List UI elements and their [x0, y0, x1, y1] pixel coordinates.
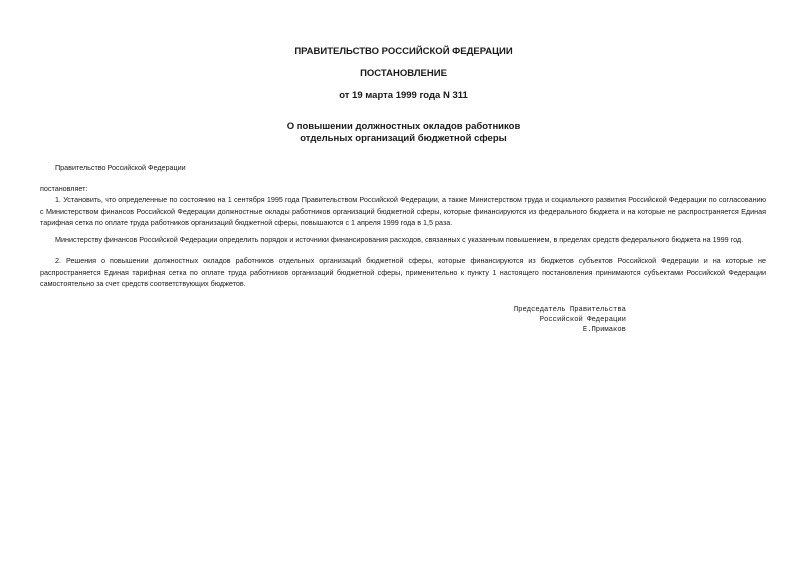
document-type: ПОСТАНОВЛЕНИЕ: [360, 68, 447, 79]
paragraph-ministry: Министерству финансов Российской Федерации определить порядок и источники финансирования расходов, связанных с указанным повышением, в пределах средств федерального бюджета на 1999 год.: [55, 235, 744, 244]
decree-word: постановляет:: [40, 184, 88, 193]
document-subject-line-1: О повышении должностных окладов работников: [286, 121, 521, 132]
signature-title: Председатель Правительства: [513, 306, 626, 314]
document-date-number: от 19 марта 1999 года N 311: [339, 90, 468, 101]
paragraph-1: 1. Установить, что определенные по состоянию на 1 сентября 1995 года Правительством Российской Федерации, а также Министерством труда и социального развития Российской Федерации по согласованию с Министерством финансов Российской Федерации должностные оклады работников организаций бюджетной сферы, которые финансируются из федерального бюджета и на которые не распространяется Единая тарифная сетка по оплате труда работников организаций бюджетной сферы, повышаются с 1 апреля 1999 года в 1,5 раза.: [40, 195, 766, 227]
signature-name: Е.Примаков: [582, 326, 626, 334]
paragraph-2: 2. Решения о повышении должностных окладов работников отдельных организаций бюджетной сферы, которые финансируются из бюджетов субъектов Российской Федерации и на которые не распространяется Единая тарифная сетка по оплате труда работников организаций бюджетной сферы, применительно к пункту 1 настоящего постановления принимаются субъектами Российской Федерации самостоятельно за счет средств соответствующих бюджетов.: [40, 256, 766, 288]
document-subject-line-2: отдельных организаций бюджетной сферы: [300, 133, 507, 144]
issuer-line: Правительство Российской Федерации: [55, 163, 186, 172]
government-title: ПРАВИТЕЛЬСТВО РОССИЙСКОЙ ФЕДЕРАЦИИ: [294, 46, 513, 57]
signature-org: Российской Федерации: [539, 316, 626, 324]
